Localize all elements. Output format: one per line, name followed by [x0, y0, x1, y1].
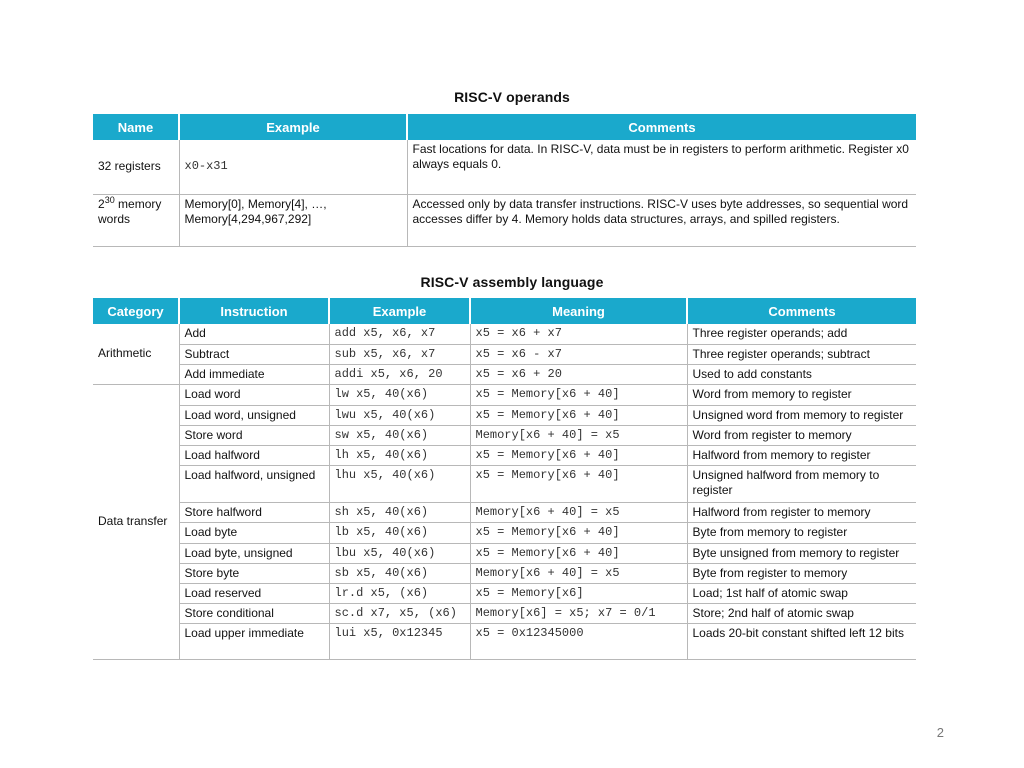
cell-example: lh x5, 40(x6)	[329, 445, 470, 465]
cell-example: lb x5, 40(x6)	[329, 522, 470, 543]
table-row	[93, 344, 916, 364]
assembly-title: RISC-V assembly language	[420, 274, 604, 290]
cell-instruction: Store byte	[179, 563, 329, 583]
operand-example: x0-x31	[179, 140, 407, 194]
cell-comments: Word from memory to register	[687, 384, 916, 405]
cell-meaning: x5 = Memory[x6 + 40]	[470, 445, 687, 465]
table-row	[93, 324, 916, 344]
header-example: Example	[329, 298, 470, 324]
cell-meaning: Memory[x6 + 40] = x5	[470, 502, 687, 522]
cell-example: lhu x5, 40(x6)	[329, 465, 470, 502]
operands-title: RISC-V operands	[454, 89, 570, 105]
table-row	[93, 140, 916, 194]
cell-meaning: x5 = x6 + x7	[470, 324, 687, 344]
cell-comments: Store; 2nd half of atomic swap	[687, 603, 916, 623]
cell-instruction: Store halfword	[179, 502, 329, 522]
cell-example: lui x5, 0x12345	[329, 623, 470, 659]
cell-example: addi x5, x6, 20	[329, 364, 470, 384]
cell-comments: Used to add constants	[687, 364, 916, 384]
cell-example: lwu x5, 40(x6)	[329, 405, 470, 425]
header-example: Example	[179, 114, 407, 140]
header-comments: Comments	[687, 298, 916, 324]
cell-example: sub x5, x6, x7	[329, 344, 470, 364]
cell-instruction: Load word, unsigned	[179, 405, 329, 425]
header-comments: Comments	[407, 114, 916, 140]
cell-instruction: Add	[179, 324, 329, 344]
cell-example: add x5, x6, x7	[329, 324, 470, 344]
cell-meaning: x5 = Memory[x6 + 40]	[470, 384, 687, 405]
operand-comments: Fast locations for data. In RISC-V, data must be in registers to perform arithmetic. Register x0 always equals 0.	[407, 140, 916, 194]
table-row	[93, 563, 916, 583]
header-name: Name	[93, 114, 179, 140]
cell-instruction: Add immediate	[179, 364, 329, 384]
cell-comments: Halfword from register to memory	[687, 502, 916, 522]
cell-instruction: Load word	[179, 384, 329, 405]
table-row	[93, 425, 916, 445]
cell-example: lbu x5, 40(x6)	[329, 543, 470, 563]
cell-meaning: x5 = Memory[x6 + 40]	[470, 543, 687, 563]
cell-comments: Unsigned halfword from memory to register	[687, 465, 916, 502]
table-row	[93, 623, 916, 659]
table-row	[93, 522, 916, 543]
cell-comments: Loads 20-bit constant shifted left 12 bits	[687, 623, 916, 659]
cell-comments: Unsigned word from memory to register	[687, 405, 916, 425]
operand-name: 32 registers	[93, 140, 179, 194]
table-row	[93, 364, 916, 384]
category-data-transfer: Data transfer	[93, 384, 179, 659]
cell-instruction: Store word	[179, 425, 329, 445]
cell-instruction: Load byte, unsigned	[179, 543, 329, 563]
table-row	[93, 405, 916, 425]
cell-example: sc.d x7, x5, (x6)	[329, 603, 470, 623]
cell-example: sw x5, 40(x6)	[329, 425, 470, 445]
assembly-table	[93, 298, 916, 660]
table-row	[93, 603, 916, 623]
category-arithmetic: Arithmetic	[93, 324, 179, 384]
cell-instruction: Subtract	[179, 344, 329, 364]
cell-instruction: Load reserved	[179, 583, 329, 603]
cell-comments: Three register operands; add	[687, 324, 916, 344]
table-row	[93, 194, 916, 246]
table-row	[93, 543, 916, 563]
table-row	[93, 502, 916, 522]
header-meaning: Meaning	[470, 298, 687, 324]
table-row	[93, 583, 916, 603]
cell-meaning: Memory[x6] = x5; x7 = 0/1	[470, 603, 687, 623]
cell-meaning: x5 = 0x12345000	[470, 623, 687, 659]
header-instruction: Instruction	[179, 298, 329, 324]
cell-meaning: x5 = Memory[x6 + 40]	[470, 465, 687, 502]
cell-comments: Load; 1st half of atomic swap	[687, 583, 916, 603]
cell-example: sb x5, 40(x6)	[329, 563, 470, 583]
header-category: Category	[93, 298, 179, 324]
cell-meaning: x5 = Memory[x6 + 40]	[470, 522, 687, 543]
operand-name: $2^{30}$ memory words	[93, 194, 179, 246]
cell-comments: Byte from memory to register	[687, 522, 916, 543]
cell-instruction: Load upper immediate	[179, 623, 329, 659]
cell-instruction: Load halfword	[179, 445, 329, 465]
table-row	[93, 445, 916, 465]
cell-example: sh x5, 40(x6)	[329, 502, 470, 522]
page-number: 2	[936, 725, 944, 740]
cell-instruction: Load byte	[179, 522, 329, 543]
cell-comments: Three register operands; subtract	[687, 344, 916, 364]
cell-instruction: Store conditional	[179, 603, 329, 623]
cell-comments: Word from register to memory	[687, 425, 916, 445]
operand-comments: Accessed only by data transfer instructions. RISC-V uses byte addresses, so sequential word accesses differ by 4. Memory holds data structures, arrays, and spilled registers.	[407, 194, 916, 246]
table-row	[93, 384, 916, 405]
cell-meaning: Memory[x6 + 40] = x5	[470, 563, 687, 583]
cell-meaning: x5 = Memory[x6]	[470, 583, 687, 603]
operand-example: Memory[0], Memory[4], …, Memory[4,294,967,292]	[179, 194, 407, 246]
cell-example: lw x5, 40(x6)	[329, 384, 470, 405]
cell-example: lr.d x5, (x6)	[329, 583, 470, 603]
operands-table	[93, 114, 916, 247]
cell-comments: Halfword from memory to register	[687, 445, 916, 465]
cell-meaning: x5 = x6 + 20	[470, 364, 687, 384]
cell-meaning: x5 = Memory[x6 + 40]	[470, 405, 687, 425]
cell-comments: Byte unsigned from memory to register	[687, 543, 916, 563]
cell-meaning: x5 = x6 - x7	[470, 344, 687, 364]
cell-meaning: Memory[x6 + 40] = x5	[470, 425, 687, 445]
table-row	[93, 465, 916, 502]
cell-instruction: Load halfword, unsigned	[179, 465, 329, 502]
cell-comments: Byte from register to memory	[687, 563, 916, 583]
